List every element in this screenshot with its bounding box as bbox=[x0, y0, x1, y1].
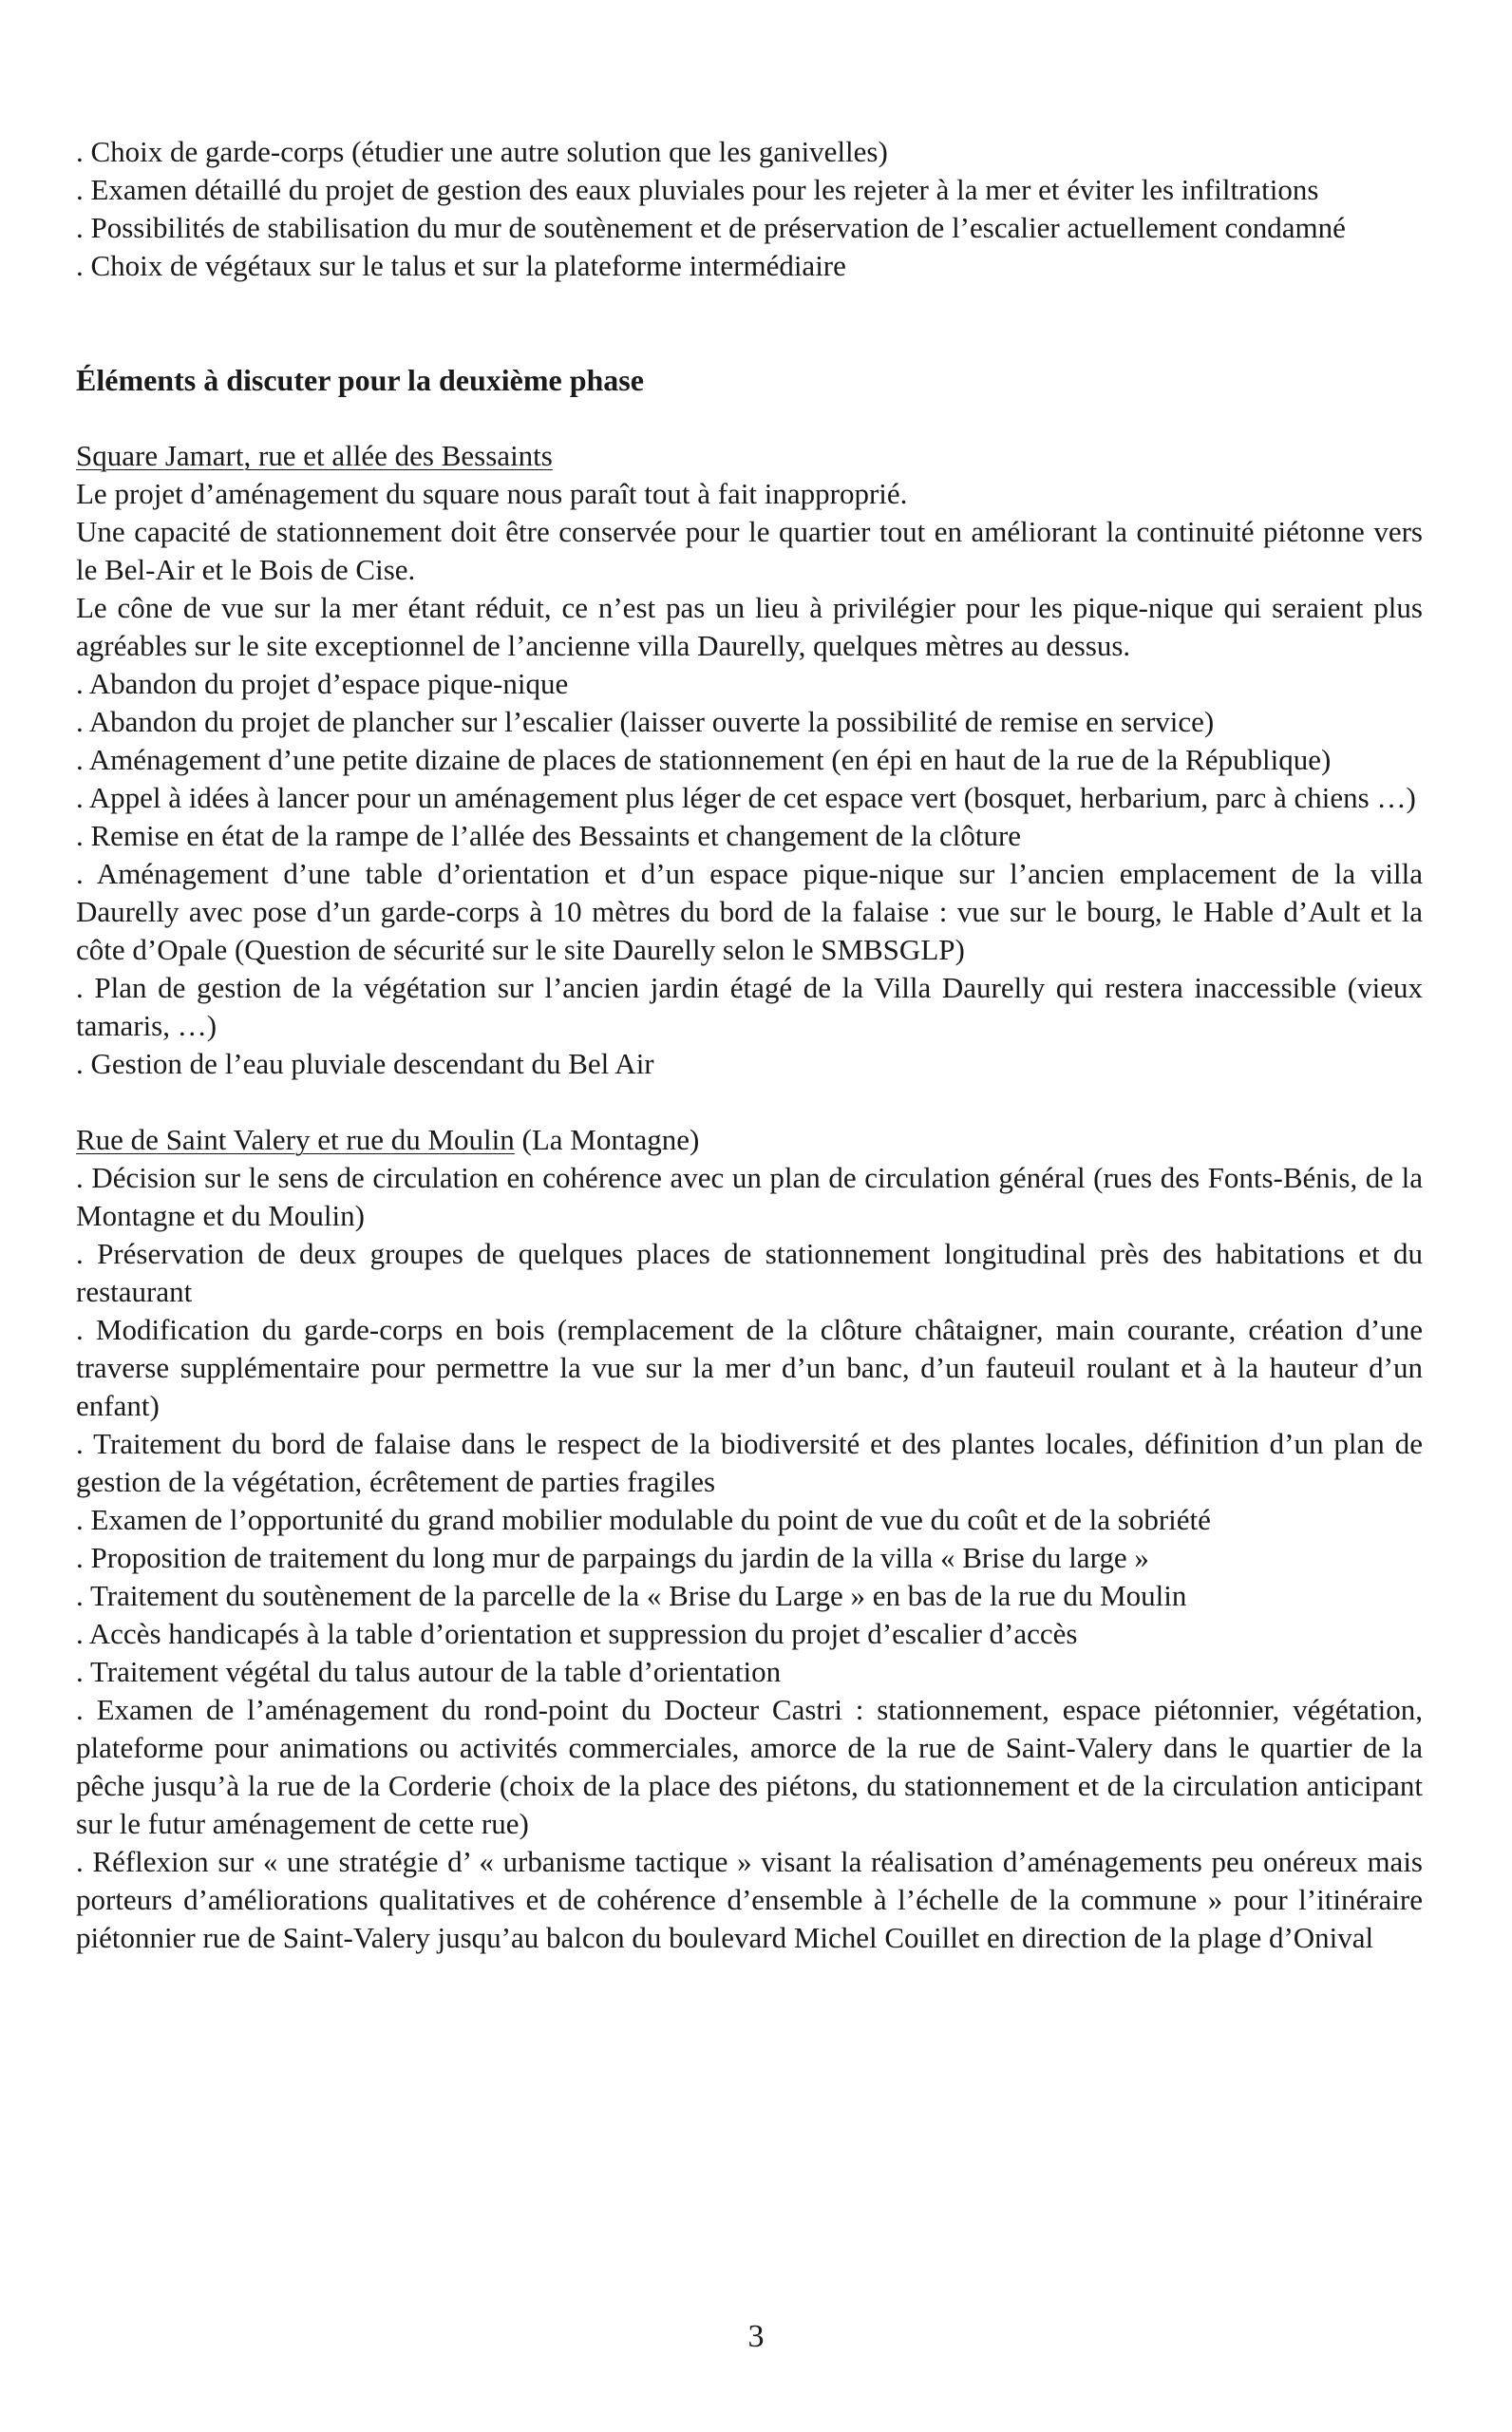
section2-title-suffix: (La Montagne) bbox=[514, 1123, 700, 1156]
list-item: . Aménagement d’une table d’orientation et d’un espace pique-nique sur l’ancien emplacement de la villa Daurelly avec pose d’un garde-corps à 10 mètres du bord de la falaise : vue sur le bourg, le Hable d’Ault et la côte d’Opale (Question de sécurité sur le site Daurelly selon le SMBSGLP) bbox=[76, 857, 1423, 966]
section2-title: Rue de Saint Valery et rue du Moulin bbox=[76, 1123, 515, 1156]
list-item: . Abandon du projet de plancher sur l’escalier (laisser ouverte la possibilité de remise en service) bbox=[76, 705, 1215, 738]
section1-title: Square Jamart, rue et allée des Bessaints bbox=[76, 439, 553, 472]
intro-item: . Choix de végétaux sur le talus et sur la plateforme intermédiaire bbox=[76, 249, 846, 282]
section2-title-line bbox=[76, 1121, 1423, 1159]
list-item: . Traitement du soutènement de la parcelle de la « Brise du Large » en bas de la rue du Moulin bbox=[76, 1579, 1187, 1612]
paragraph: Le projet d’aménagement du square nous paraît tout à fait inapproprié. bbox=[76, 477, 908, 510]
list-item: . Décision sur le sens de circulation en cohérence avec un plan de circulation général (rues des Fonts-Bénis, de la Montagne et du Moulin) bbox=[76, 1161, 1423, 1232]
list-item: . Examen de l’opportunité du grand mobilier modulable du point de vue du coût et de la sobriété bbox=[76, 1503, 1211, 1536]
intro-item: . Possibilités de stabilisation du mur de soutènement et de préservation de l’escalier actuellement condamné bbox=[76, 211, 1346, 244]
list-item: . Remise en état de la rampe de l’allée des Bessaints et changement de la clôture bbox=[76, 819, 1022, 852]
list-item: . Proposition de traitement du long mur de parpaings du jardin de la villa « Brise du large » bbox=[76, 1541, 1149, 1574]
paragraph: Une capacité de stationnement doit être conservée pour le quartier tout en améliorant la continuité piétonne vers le Bel-Air et le Bois de Cise. bbox=[76, 515, 1423, 586]
section-heading: Éléments à discuter pour la deuxième phase bbox=[76, 363, 644, 397]
list-item: . Aménagement d’une petite dizaine de places de stationnement (en épi en haut de la rue de la République) bbox=[76, 743, 1332, 776]
section1-title-line bbox=[76, 437, 1423, 475]
list-item: . Traitement végétal du talus autour de la table d’orientation bbox=[76, 1655, 782, 1688]
intro-item: . Choix de garde-corps (étudier une autre solution que les ganivelles) bbox=[76, 135, 888, 168]
spacer bbox=[76, 1083, 1423, 1121]
list-item: . Modification du garde-corps en bois (remplacement de la clôture châtaigner, main courante, création d’une traverse supplémentaire pour permettre la vue sur la mer d’un banc, d’un fauteuil roulant et à la hauteur d’un enfant) bbox=[76, 1313, 1423, 1422]
paragraph: Le cône de vue sur la mer étant réduit, ce n’est pas un lieu à privilégier pour les pique-nique qui seraient plus agréables sur le site exceptionnel de l’ancienne villa Daurelly, quelques mètres au dessus. bbox=[76, 591, 1423, 662]
list-item: . Appel à idées à lancer pour un aménagement plus léger de cet espace vert (bosquet, herbarium, parc à chiens …) bbox=[76, 781, 1416, 814]
list-item: . Examen de l’aménagement du rond-point du Docteur Castri : stationnement, espace piétonnier, végétation, plateforme pour animations ou activités commerciales, amorce de la rue de Saint-Valery dans le quartier de la pêche jusqu’à la rue de la Corderie (choix de la place des piétons, du stationnement et de la circulation anticipant sur le futur aménagement de cette rue) bbox=[76, 1693, 1423, 1840]
page-number: 3 bbox=[747, 2319, 765, 2354]
list-item: . Accès handicapés à la table d’orientation et suppression du projet d’escalier d’accès bbox=[76, 1617, 1078, 1650]
list-item: . Plan de gestion de la végétation sur l’ancien jardin étagé de la Villa Daurelly qui restera inaccessible (vieux tamaris, …) bbox=[76, 971, 1423, 1042]
intro-item: . Examen détaillé du projet de gestion des eaux pluviales pour les rejeter à la mer et éviter les infiltrations bbox=[76, 173, 1319, 206]
list-item: . Traitement du bord de falaise dans le respect de la biodiversité et des plantes locales, définition d’un plan de gestion de la végétation, écrêtement de parties fragiles bbox=[76, 1427, 1423, 1498]
list-item: . Abandon du projet d’espace pique-nique bbox=[76, 667, 569, 700]
list-item: . Réflexion sur « une stratégie d’ « urbanisme tactique » visant la réalisation d’aménagements peu onéreux mais porteurs d’améliorations qualitatives et de cohérence d’ensemble à l’échelle de la commune » pour l’itinéraire piétonnier rue de Saint-Valery jusqu’au balcon du boulevard Michel Couillet en direction de la plage d’Onival bbox=[76, 1845, 1423, 1954]
list-item: . Gestion de l’eau pluviale descendant du Bel Air bbox=[76, 1047, 654, 1080]
document-page bbox=[76, 133, 1423, 1957]
list-item: . Préservation de deux groupes de quelques places de stationnement longitudinal près des habitations et du restaurant bbox=[76, 1237, 1423, 1308]
